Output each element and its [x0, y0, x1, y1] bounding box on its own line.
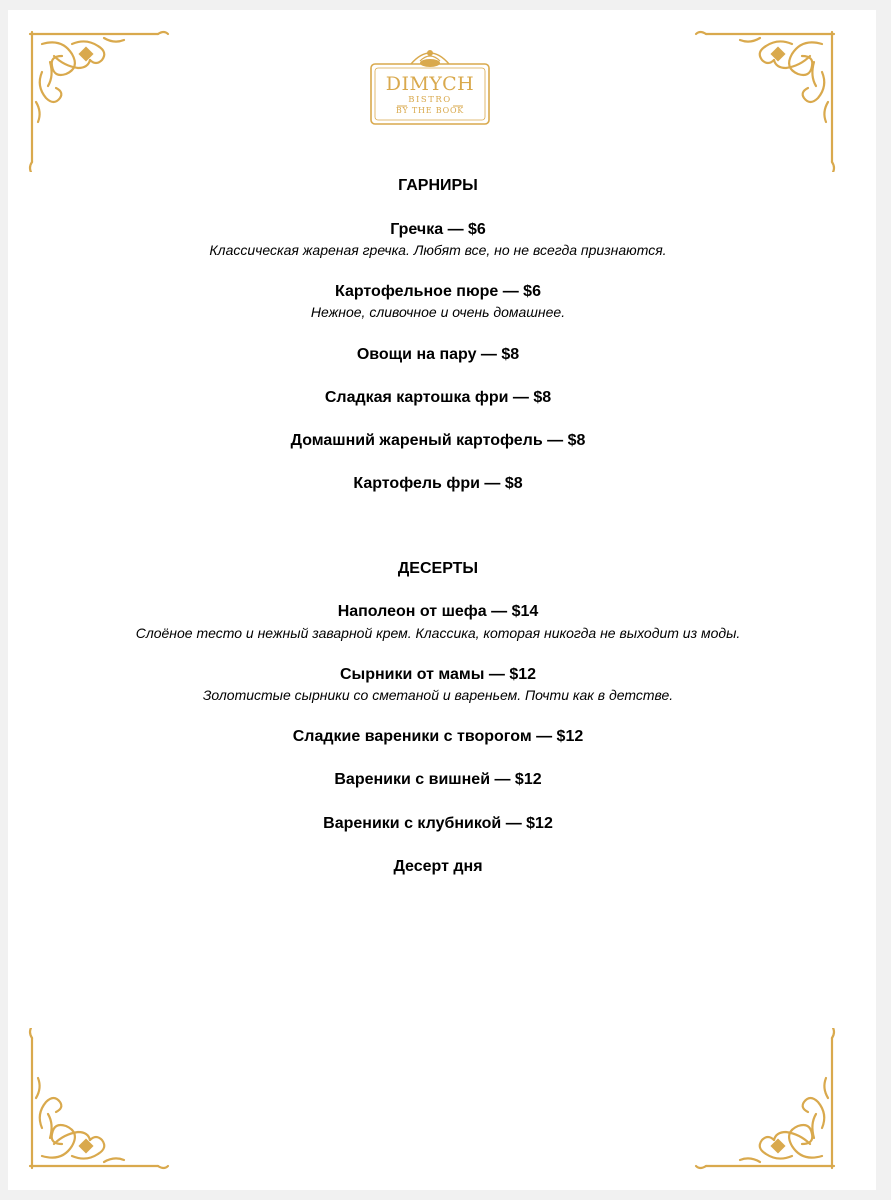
menu-item-title: Наполеон от шефа — $14	[337, 603, 539, 620]
logo-tagline-text: BY THE BOOK	[395, 106, 465, 115]
section-heading-garnishes: ГАРНИРЫ	[398, 177, 478, 194]
menu-item-title: Овощи на пару — $8	[356, 346, 520, 363]
menu-item-title: Сырники от мамы — $12	[339, 666, 537, 683]
bistro-logo	[367, 44, 493, 130]
section-heading-desserts: ДЕСЕРТЫ	[397, 560, 479, 577]
menu-item-description: Нежное, сливочное и очень домашнее.	[310, 304, 566, 320]
menu-item-title: Картофельное пюре — $6	[335, 283, 541, 300]
menu-item-title: Вареники с вишней — $12	[334, 771, 542, 788]
menu-item-title: Вареники с клубникой — $12	[323, 815, 553, 832]
menu-item-title: Сладкие вареники с творогом — $12	[292, 728, 584, 745]
corner-ornament-top-right	[694, 22, 844, 172]
menu-item-title: Домашний жареный картофель — $8	[290, 432, 586, 449]
logo-subtitle-text: BISTRO	[408, 95, 452, 105]
menu-item-title: Гречка — $6	[390, 221, 486, 238]
menu-page	[8, 10, 876, 1190]
menu-item-title: Картофель фри — $8	[353, 475, 523, 492]
corner-ornament-bottom-right	[694, 1028, 844, 1178]
menu-item-description: Классическая жареная гречка. Любят все, но не всегда признаются.	[209, 242, 667, 258]
corner-ornament-top-left	[20, 22, 170, 172]
menu-item-description: Золотистые сырники со сметаной и вареньем. Почти как в детстве.	[202, 687, 674, 703]
corner-ornament-bottom-left	[20, 1028, 170, 1178]
menu-item-title: Сладкая картошка фри — $8	[324, 389, 552, 406]
logo-brand-text: DIMYCH	[385, 73, 475, 95]
menu-item-title: Десерт дня	[393, 858, 483, 875]
menu-item-description: Слоёное тесто и нежный заварной крем. Классика, которая никогда не выходит из моды.	[135, 625, 741, 641]
